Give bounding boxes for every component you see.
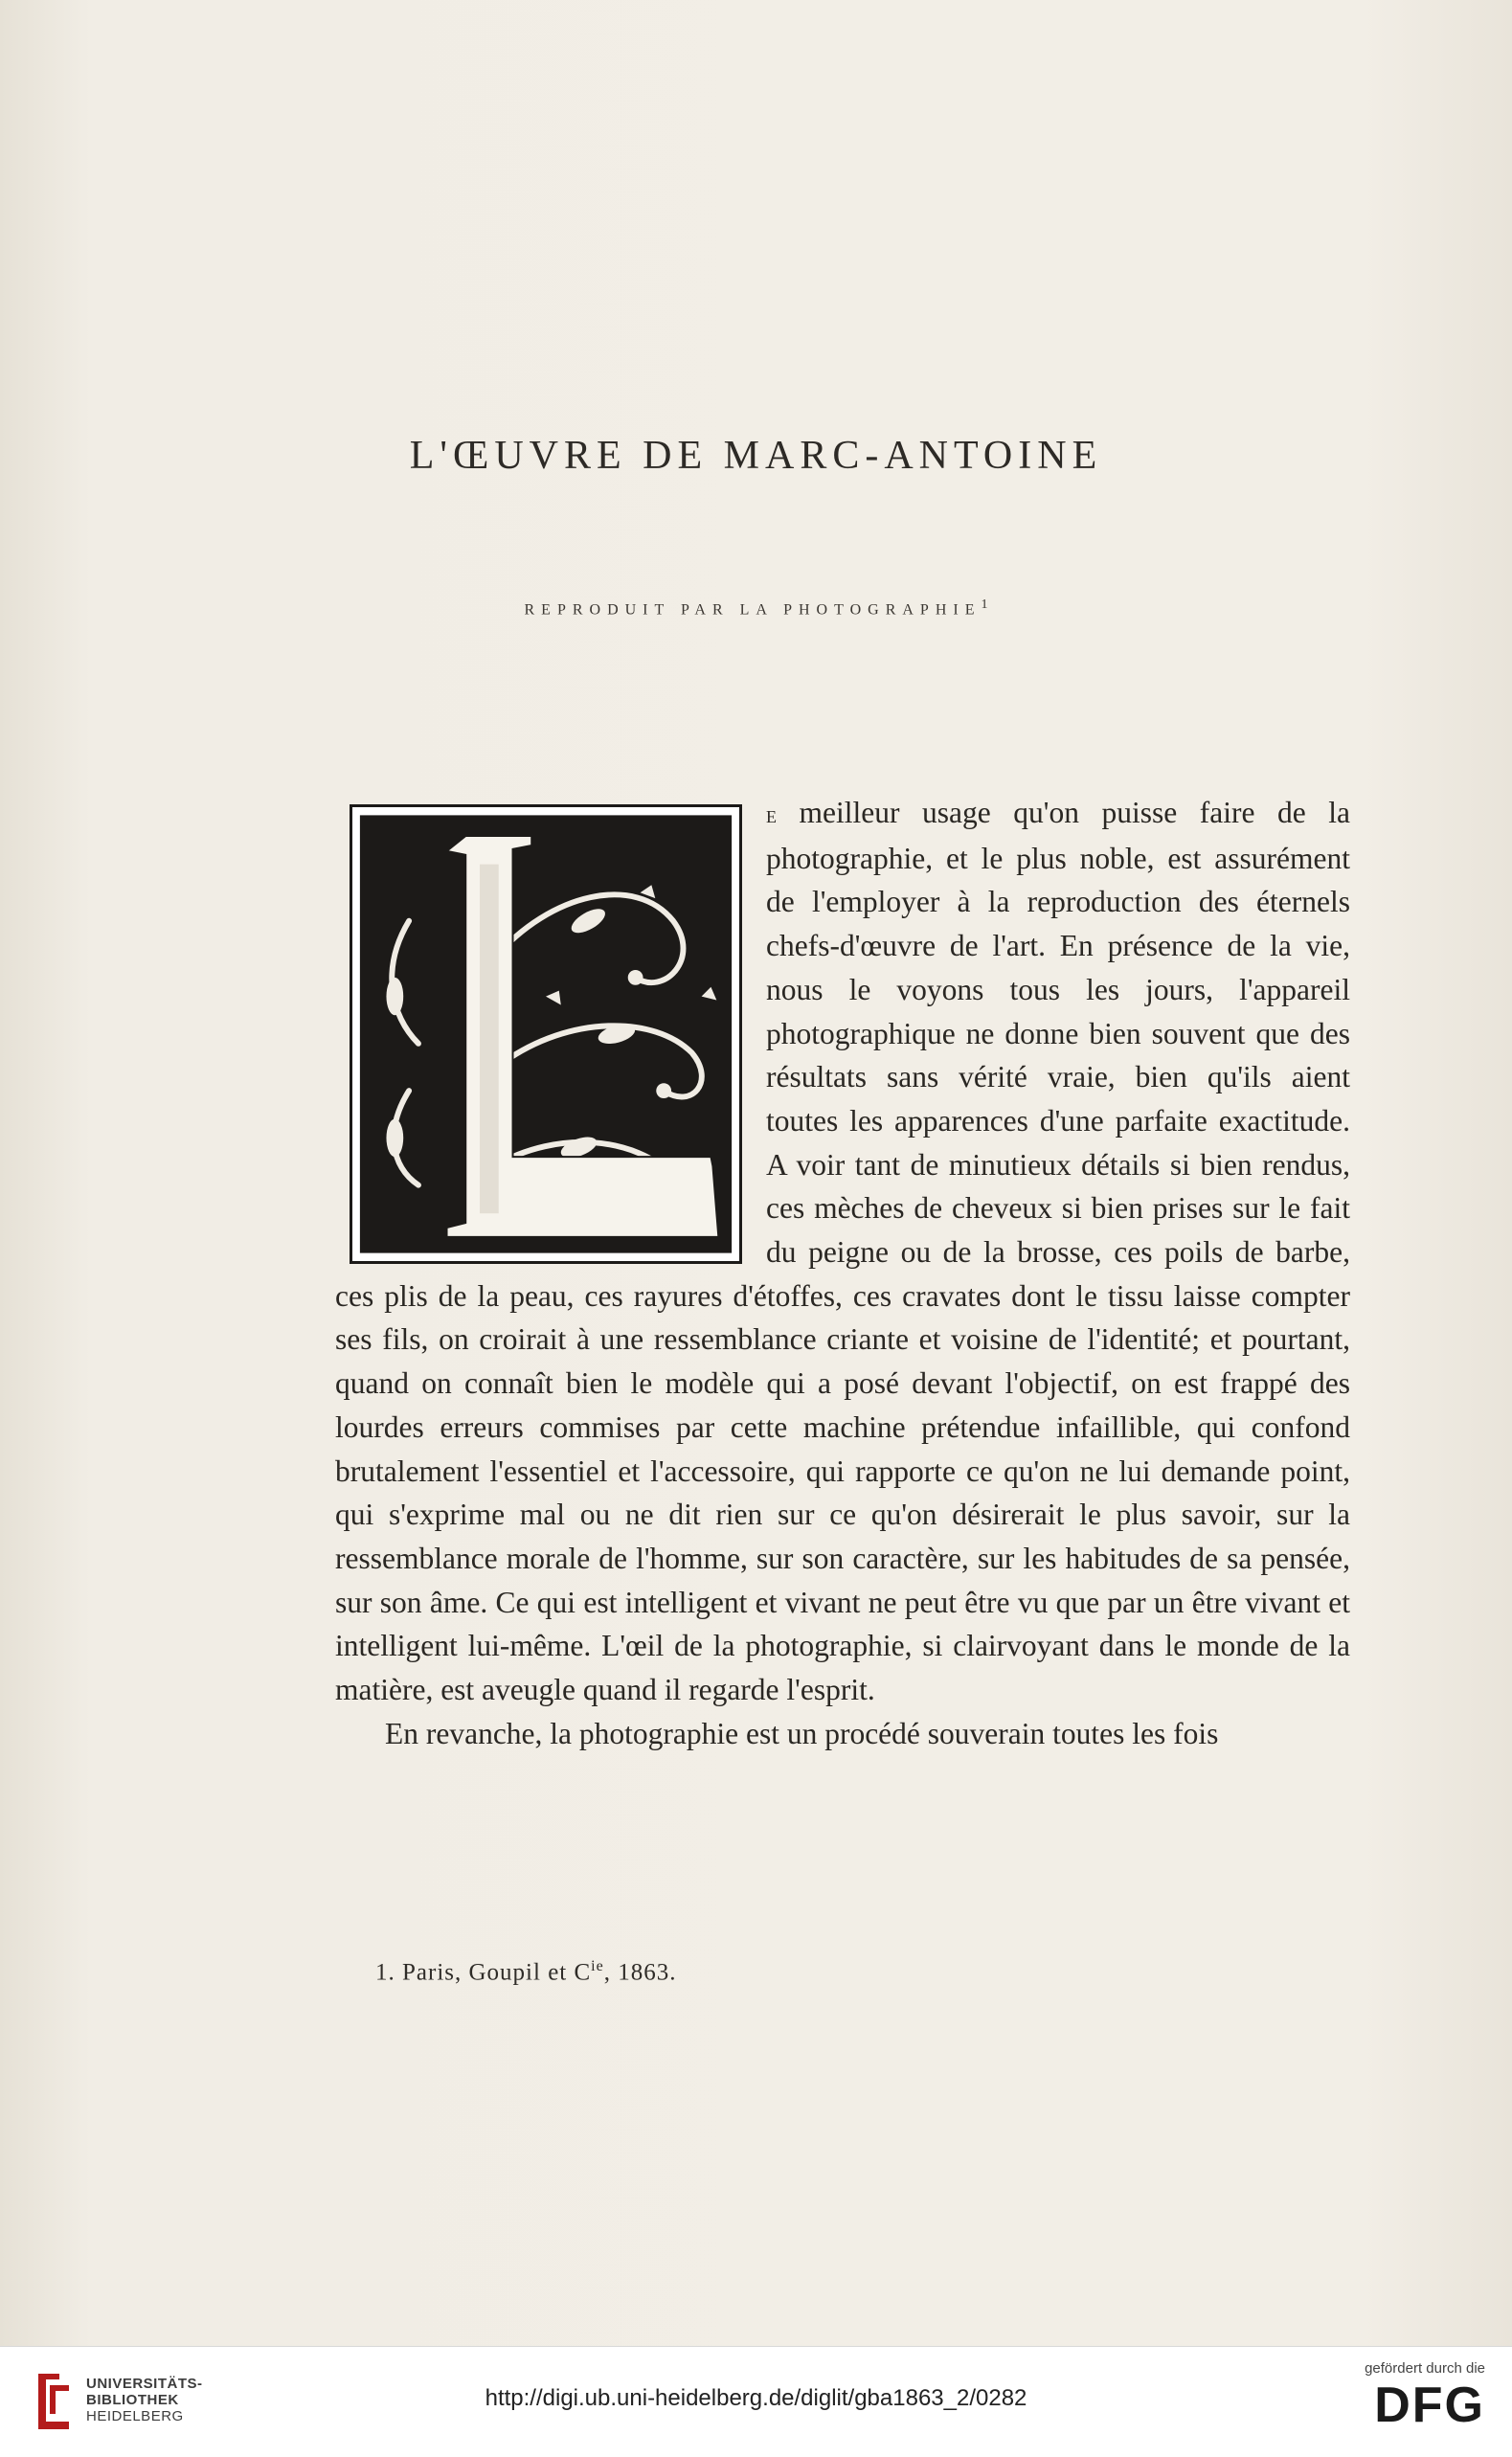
dfg-logo: DFG	[1374, 2378, 1485, 2433]
permalink-url[interactable]: http://digi.ub.uni-heidelberg.de/diglit/gba1863_2/0282	[485, 2385, 1027, 2411]
initial-continuation: e	[766, 800, 777, 828]
article-body	[335, 791, 1350, 1755]
footnote-superscript: ie	[591, 1958, 604, 1974]
footnote-text: Paris, Goupil et C	[402, 1959, 592, 1986]
footnote-number: 1.	[375, 1959, 395, 1986]
article-subtitle	[0, 597, 1512, 619]
article-title: L'ŒUVRE DE MARC-ANTOINE	[409, 434, 1103, 478]
institution-line-2: BIBLIOTHEK	[86, 2392, 179, 2408]
paragraph-1-text: meilleur usage qu'on puisse faire de la photographie, et le plus noble, est assurément de l'employer à la reproduction des éternels chefs-d'œuvre de l'art. En présence de la vie, nous le voyons tous les jours, l'appareil photographique ne donne bien souvent que des résultats sans vérité vraie, bien qu'ils aient toutes les apparences d'une parfaite exactitude. A voir tant de minutieux détails si bien rendus, ces mèches de cheveux si bien prises sur le fait du peigne ou de la brosse, ces poils de barbe, ces plis de la peau, ces rayures d'étoffes, ces cravates dont le tissu laisse compter ses fils, on croirait à une ressemblance criante et voisine de l'identité; et pourtant, quand on connaît bien le modèle qui a posé devant l'objectif, on est frappé des lourdes erreurs commises par cette machine prétendue infaillible, qui confond brutalement l'essentiel et l'accessoire, qui rapporte ce qu'on ne lui demande point, qui s'exprime mal ou ne dit rien sur ce qu'on désirerait le plus savoir, sur la ressemblance morale de l'homme, sur son caractère, sur les habitudes de sa pensée, sur son âme. Ce qui est intelligent et vivant ne peut être vu que par un être vivant et intelligent lui-même. L'œil de la photographie, si clairvoyant dans le monde de la matière, est aveugle quand il regarde l'esprit.	[335, 796, 1351, 1707]
digitization-footer	[0, 2346, 1512, 2457]
funder-label: gefördert durch die	[1365, 2360, 1485, 2377]
institution-line-1: UNIVERSITÄTS-	[86, 2376, 203, 2392]
funder-block	[1322, 2360, 1485, 2434]
initial-spacer	[335, 791, 766, 1266]
subtitle-footnote-ref: 1	[981, 597, 988, 612]
institution-line-3: HEIDELBERG	[86, 2408, 184, 2424]
paragraph-2: En revanche, la photographie est un procédé souverain toutes les fois	[385, 1716, 1219, 1750]
footnote	[375, 1958, 676, 1986]
footnote-year: , 1863.	[603, 1959, 677, 1986]
subtitle-text: REPRODUIT PAR LA PHOTOGRAPHIE	[524, 601, 982, 619]
